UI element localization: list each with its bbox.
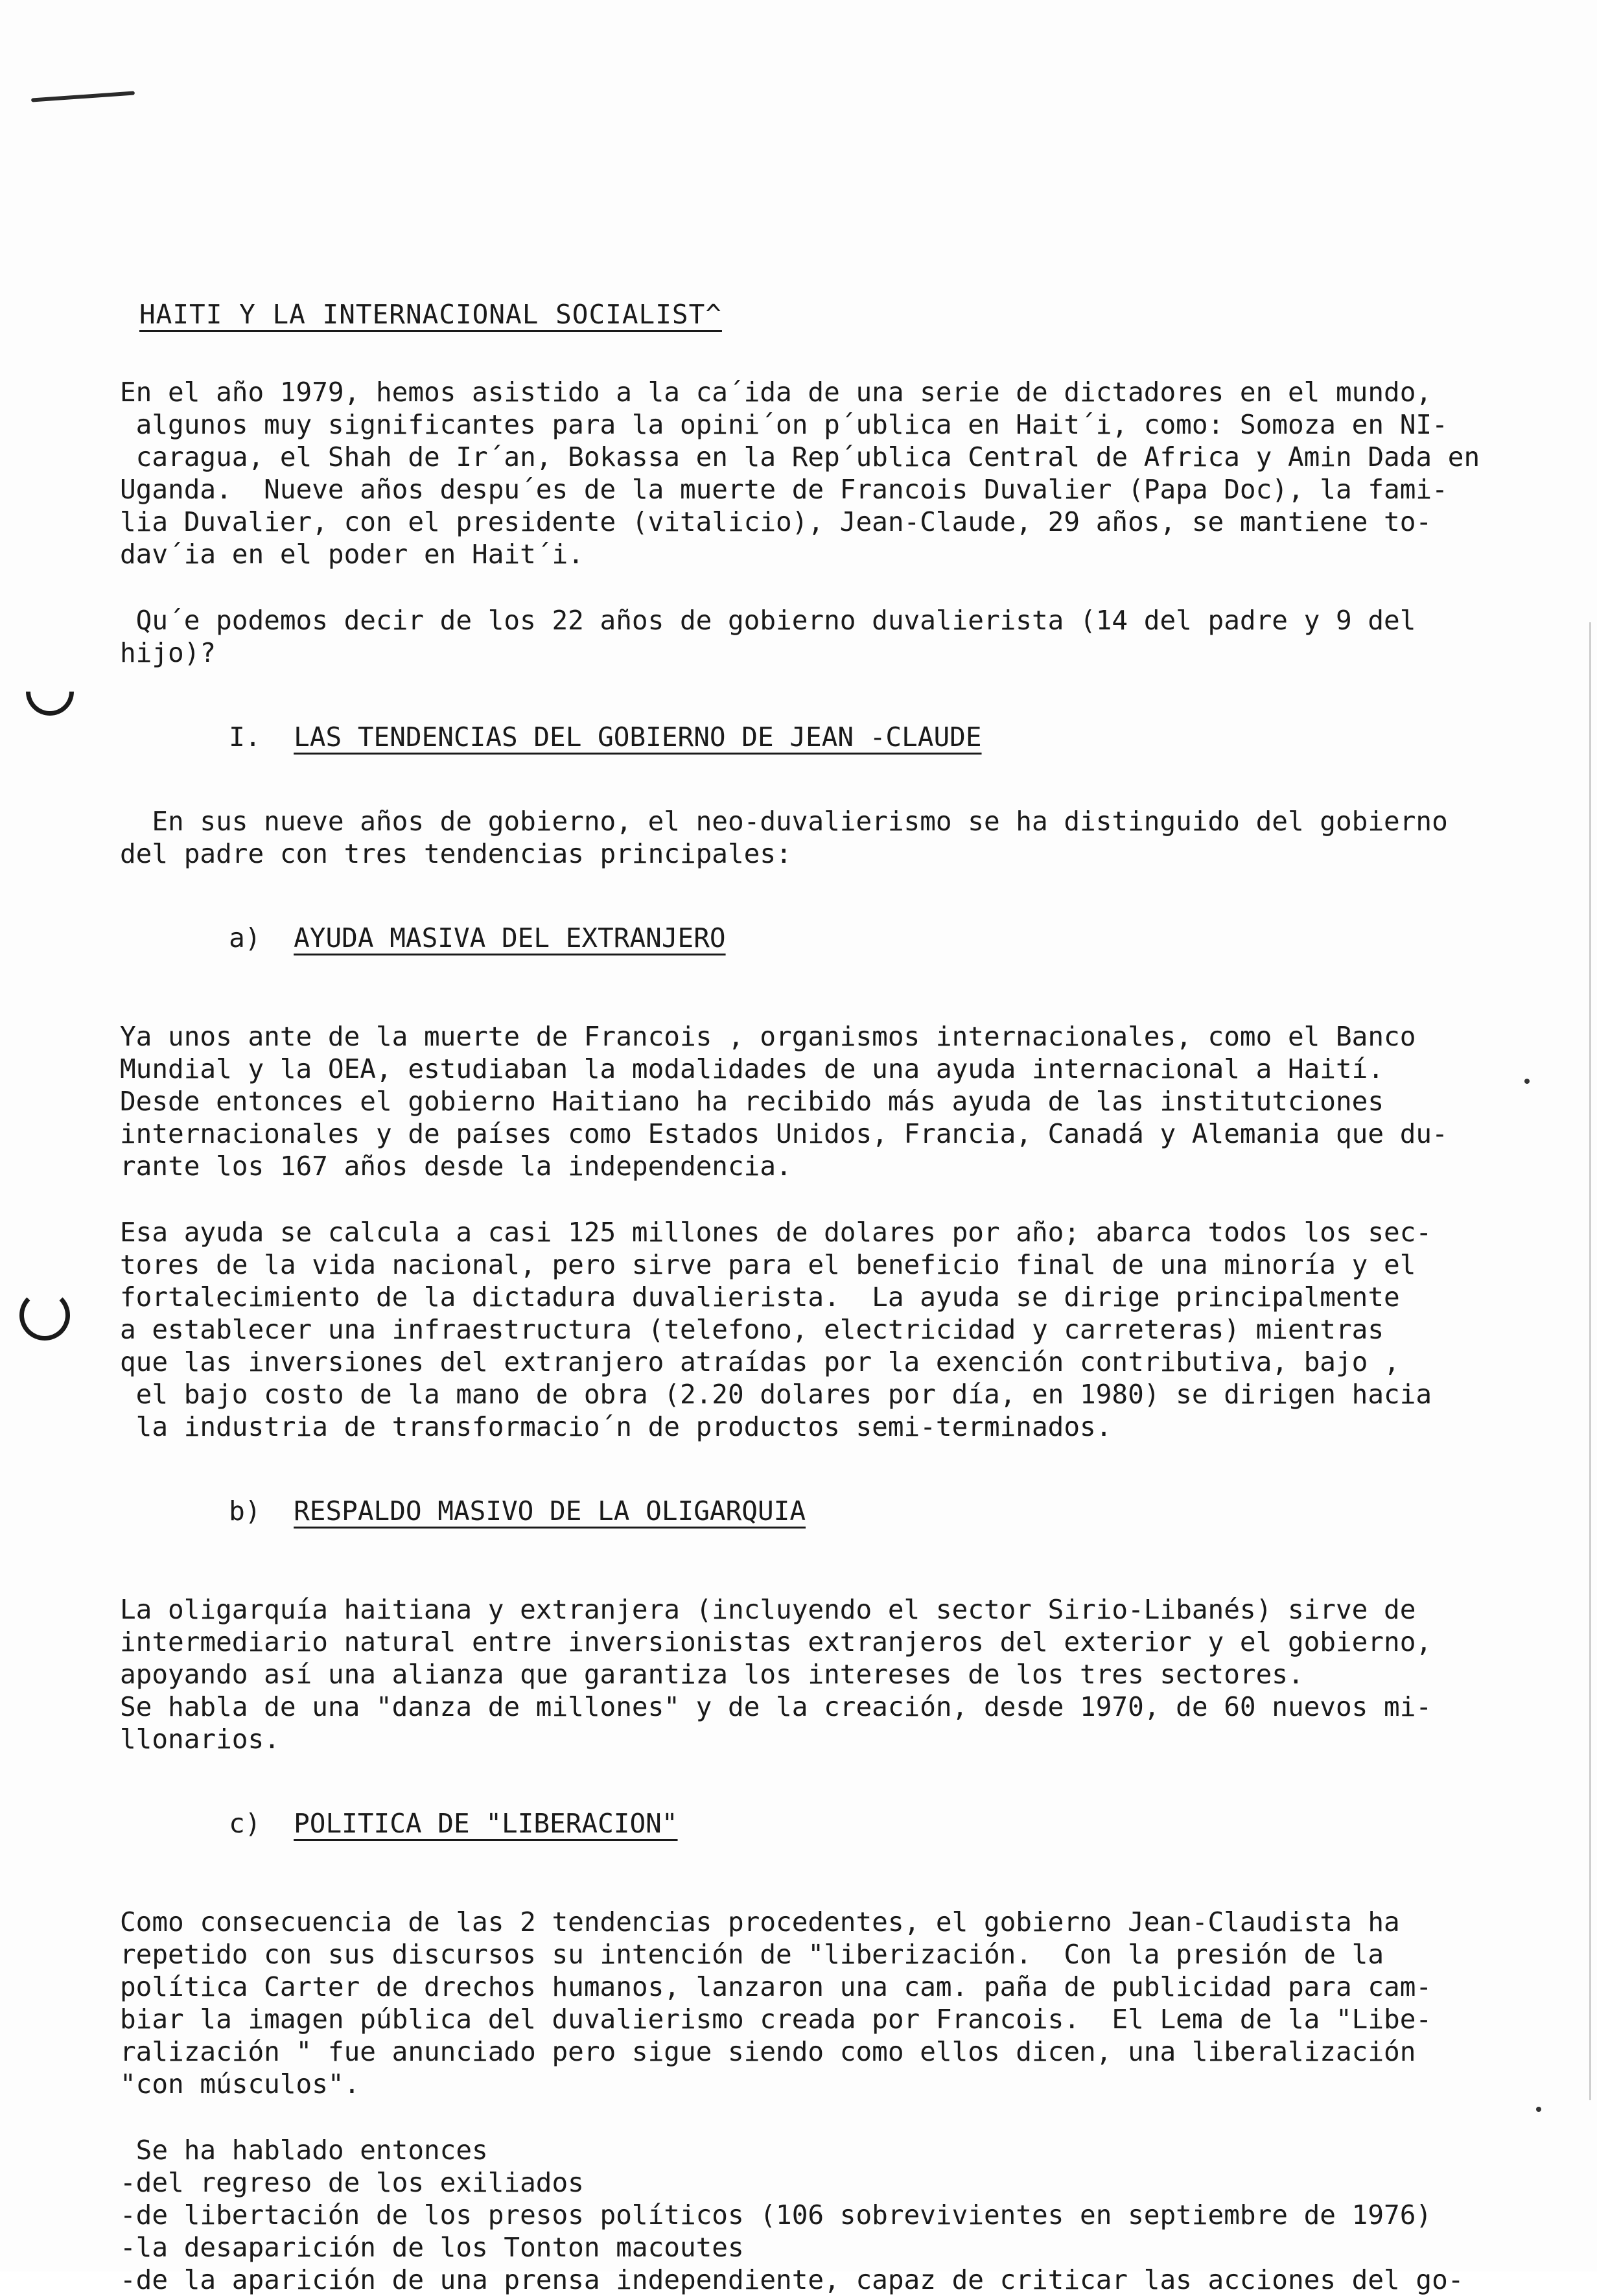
pen-mark [31,91,135,102]
dust-speck [1536,2107,1541,2112]
section-heading-1 [133,688,1507,786]
section-a-paragraph-1 [120,1020,1507,1182]
section-label: c) [229,1808,261,1839]
text-line: llonarios. [120,1724,280,1755]
text-line: lia Duvalier, con el presidente (vitalicio), Jean-Claude, 29 años, se mantiene to- [120,506,1432,537]
text-line: fortalecimiento de la dictadura duvalierista. La ayuda se dirige principalmente [120,1282,1400,1313]
text-line: Como consecuencia de las 2 tendencias procedentes, el gobierno Jean-Claudista ha [120,1906,1400,1938]
binder-hole-mark-top [16,658,84,726]
text-line: ralización " fue anunciado pero sigue siendo como ellos dicen, una liberalización [120,2036,1416,2067]
intro-paragraph [120,376,1507,570]
text-line: a establecer una infraestructura (telefono, electricidad y carreteras) mientras [120,1314,1384,1345]
text-line: caragua, el Shah de Ir´an, Bokassa en la Rep´ublica Central de Africa y Amin Dada en [120,441,1480,473]
text-line: política Carter de drechos humanos, lanzaron una cam. paña de publicidad para cam- [120,1971,1432,2002]
text-line: Qu´e podemos decir de los 22 años de gobierno duvalierista (14 del padre y 9 del [120,605,1416,636]
list-item: -de la aparición de una prensa independiente, capaz de criticar las acciones del go- [120,2264,1464,2295]
text-line: apoyando así una alianza que garantiza los intereses de los tres sectores. [120,1659,1304,1690]
text-line: algunos muy significantes para la opini´on p´ublica en Hait´i, como: Somoza en NI- [120,409,1448,440]
section-heading-c [133,1775,1507,1872]
text-line: tores de la vida nacional, pero sirve para el beneficio final de una minoría y el [120,1249,1416,1280]
text-line: La oligarquía haitiana y extranjera (incluyendo el sector Sirio-Libanés) sirve de [120,1594,1416,1625]
section-label: a) [229,922,261,954]
text-line: del padre con tres tendencias principales: [120,838,792,869]
section-heading-b [133,1462,1507,1560]
section-title: POLITICA DE "LIBERACION" [294,1808,678,1839]
text-line: Se habla de una "danza de millones" y de la creación, desde 1970, de 60 nuevos mi- [120,1691,1432,1722]
section-1-paragraph [120,805,1507,870]
text-line: En sus nueve años de gobierno, el neo-duvalierismo se ha distinguido del gobierno [120,806,1448,837]
section-c-list [120,2134,1507,2296]
text-line: Mundial y la OEA, estudiaban la modalidades de una ayuda internacional a Haití. [120,1053,1384,1084]
text-line: rante los 167 años desde la independencia. [120,1151,792,1182]
text-line: intermediario natural entre inversionistas extranjeros del exterior y el gobierno, [120,1626,1432,1658]
text-line: En el año 1979, hemos asistido a la ca´ida de una serie de dictadores en el mundo, [120,377,1432,408]
section-c-paragraph [120,1906,1507,2100]
section-label: b) [229,1495,261,1527]
list-item: -del regreso de los exiliados [120,2167,584,2198]
section-heading-a [133,889,1507,987]
text-line: biar la imagen pública del duvalierismo creada por Francois. El Lema de la "Libe- [120,2004,1432,2035]
text-line: hijo)? [120,637,216,668]
text-line: Esa ayuda se calcula a casi 125 millones de dolares por año; abarca todos los sec- [120,1217,1432,1248]
text-line: Uganda. Nueve años despu´es de la muerte de Francois Duvalier (Papa Doc), la fami- [120,474,1448,505]
document-title: HAITI Y LA INTERNACIONAL SOCIALIST^ [139,299,722,330]
list-item: Se ha hablado entonces [120,2135,488,2166]
section-title: LAS TENDENCIAS DEL GOBIERNO DE JEAN -CLAUDE [294,721,982,753]
document-body [120,298,1507,2296]
text-line: dav´ia en el poder en Hait´i. [120,539,584,570]
section-b-paragraph [120,1593,1507,1755]
section-a-paragraph-2 [120,1216,1507,1443]
text-line: la industria de transformacio´n de productos semi-terminados. [120,1411,1112,1442]
list-item: -la desaparición de los Tonton macoutes [120,2232,744,2263]
binder-hole-mark-bottom [19,1290,70,1341]
text-line: Ya unos ante de la muerte de Francois , organismos internacionales, como el Banco [120,1021,1416,1052]
page-edge-shadow [1589,622,1591,2100]
text-line: "con músculos". [120,2068,360,2100]
dust-speck [1524,1079,1530,1084]
text-line: internacionales y de países como Estados Unidos, Francia, Canadá y Alemania que du- [120,1118,1448,1149]
section-title: RESPALDO MASIVO DE LA OLIGARQUIA [294,1495,806,1527]
list-item: -de libertación de los presos políticos (106 sobrevivientes en septiembre de 1976) [120,2199,1432,2231]
text-line: el bajo costo de la mano de obra (2.20 dolares por día, en 1980) se dirigen hacia [120,1379,1432,1410]
section-number: I. [229,721,261,753]
text-line: Desde entonces el gobierno Haitiano ha recibido más ayuda de las institutciones [120,1086,1384,1117]
question-paragraph [120,604,1507,669]
text-line: repetido con sus discursos su intención de "liberización. Con la presión de la [120,1939,1384,1970]
section-title: AYUDA MASIVA DEL EXTRANJERO [294,922,726,954]
text-line: que las inversiones del extranjero atraídas por la exención contributiva, bajo , [120,1346,1400,1377]
